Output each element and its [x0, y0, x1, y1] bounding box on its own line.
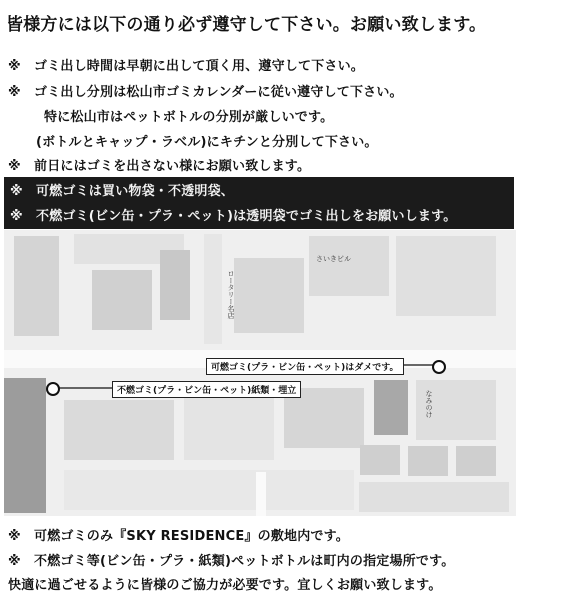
reference-mark: ※	[8, 85, 21, 100]
highlight-text: 可燃ゴミは買い物袋・不透明袋、	[36, 184, 235, 199]
map-block	[396, 236, 496, 316]
note-text: 前日にはゴミを出さない様にお願い致します。	[34, 159, 311, 174]
footer-note-designated-site	[8, 550, 454, 569]
callout-noncombustible-point: 不燃ゴミ(プラ・ビン缶・ペット)紙類・埋立	[112, 381, 301, 398]
map-block	[64, 470, 354, 510]
note-text: 可燃ゴミのみ『SKY RESIDENCE』の敷地内です。	[34, 529, 349, 544]
reference-mark: ※	[8, 59, 21, 74]
map-block	[456, 446, 496, 476]
highlight-band	[4, 177, 514, 229]
map-road-vertical	[204, 234, 222, 344]
note-sorting-rules	[8, 81, 403, 100]
map-block	[359, 482, 509, 512]
notice-heading: 皆様方には以下の通り必ず遵守して下さい。お願い致します。	[6, 15, 487, 35]
map-building	[309, 236, 389, 296]
map-block	[160, 250, 190, 320]
highlight-noncombustible	[10, 205, 456, 224]
map-label-building: さいきビル	[316, 255, 351, 263]
map-dark-block	[374, 380, 408, 435]
reference-mark: ※	[10, 209, 23, 224]
reference-mark: ※	[10, 184, 23, 199]
highlight-combustible	[10, 180, 234, 199]
area-map	[4, 230, 516, 516]
reference-mark: ※	[8, 554, 21, 569]
map-block	[184, 390, 274, 460]
map-road-vertical	[256, 472, 266, 516]
sub-note-pet-bottles: 特に松山市はペットボトルの分別が厳しいです。	[44, 110, 334, 125]
map-block	[14, 236, 59, 336]
note-text: ゴミ出し分別は松山市ゴミカレンダーに従い遵守して下さい。	[34, 85, 403, 100]
map-block	[360, 445, 400, 475]
highlight-text: 不燃ゴミ(ビン缶・プラ・ペット)は透明袋でゴミ出しをお願いします。	[36, 209, 457, 224]
map-dark-block	[4, 378, 46, 513]
location-marker-icon	[432, 360, 446, 374]
map-block	[64, 400, 174, 460]
note-collection-time	[8, 55, 364, 74]
note-text: ゴミ出し時間は早朝に出して頂く用、遵守して下さい。	[34, 59, 365, 74]
reference-mark: ※	[8, 159, 21, 174]
note-text: 不燃ゴミ等(ビン缶・プラ・紙類)ペットボトルは町内の指定場所です。	[34, 554, 455, 569]
footer-note-combustible-site	[8, 525, 349, 544]
callout-combustible-point: 可燃ゴミ(プラ・ビン缶・ペット)はダメです。	[206, 358, 404, 375]
reference-mark: ※	[8, 529, 21, 544]
closing-message: 快適に過ごせるように皆様のご協力が必要です。宜しくお願い致します。	[8, 578, 442, 593]
location-marker-icon	[46, 382, 60, 396]
map-block	[234, 258, 304, 333]
map-block	[408, 446, 448, 476]
map-block	[92, 270, 152, 330]
note-day-before	[8, 155, 310, 174]
sub-note-bottle-cap-label: (ボトルとキャップ・ラベル)にキチンと分別して下さい。	[36, 135, 378, 150]
map-label-vertical-left: ロータリー名店	[227, 270, 235, 319]
map-label-vertical-right: なみのけ	[425, 390, 433, 418]
